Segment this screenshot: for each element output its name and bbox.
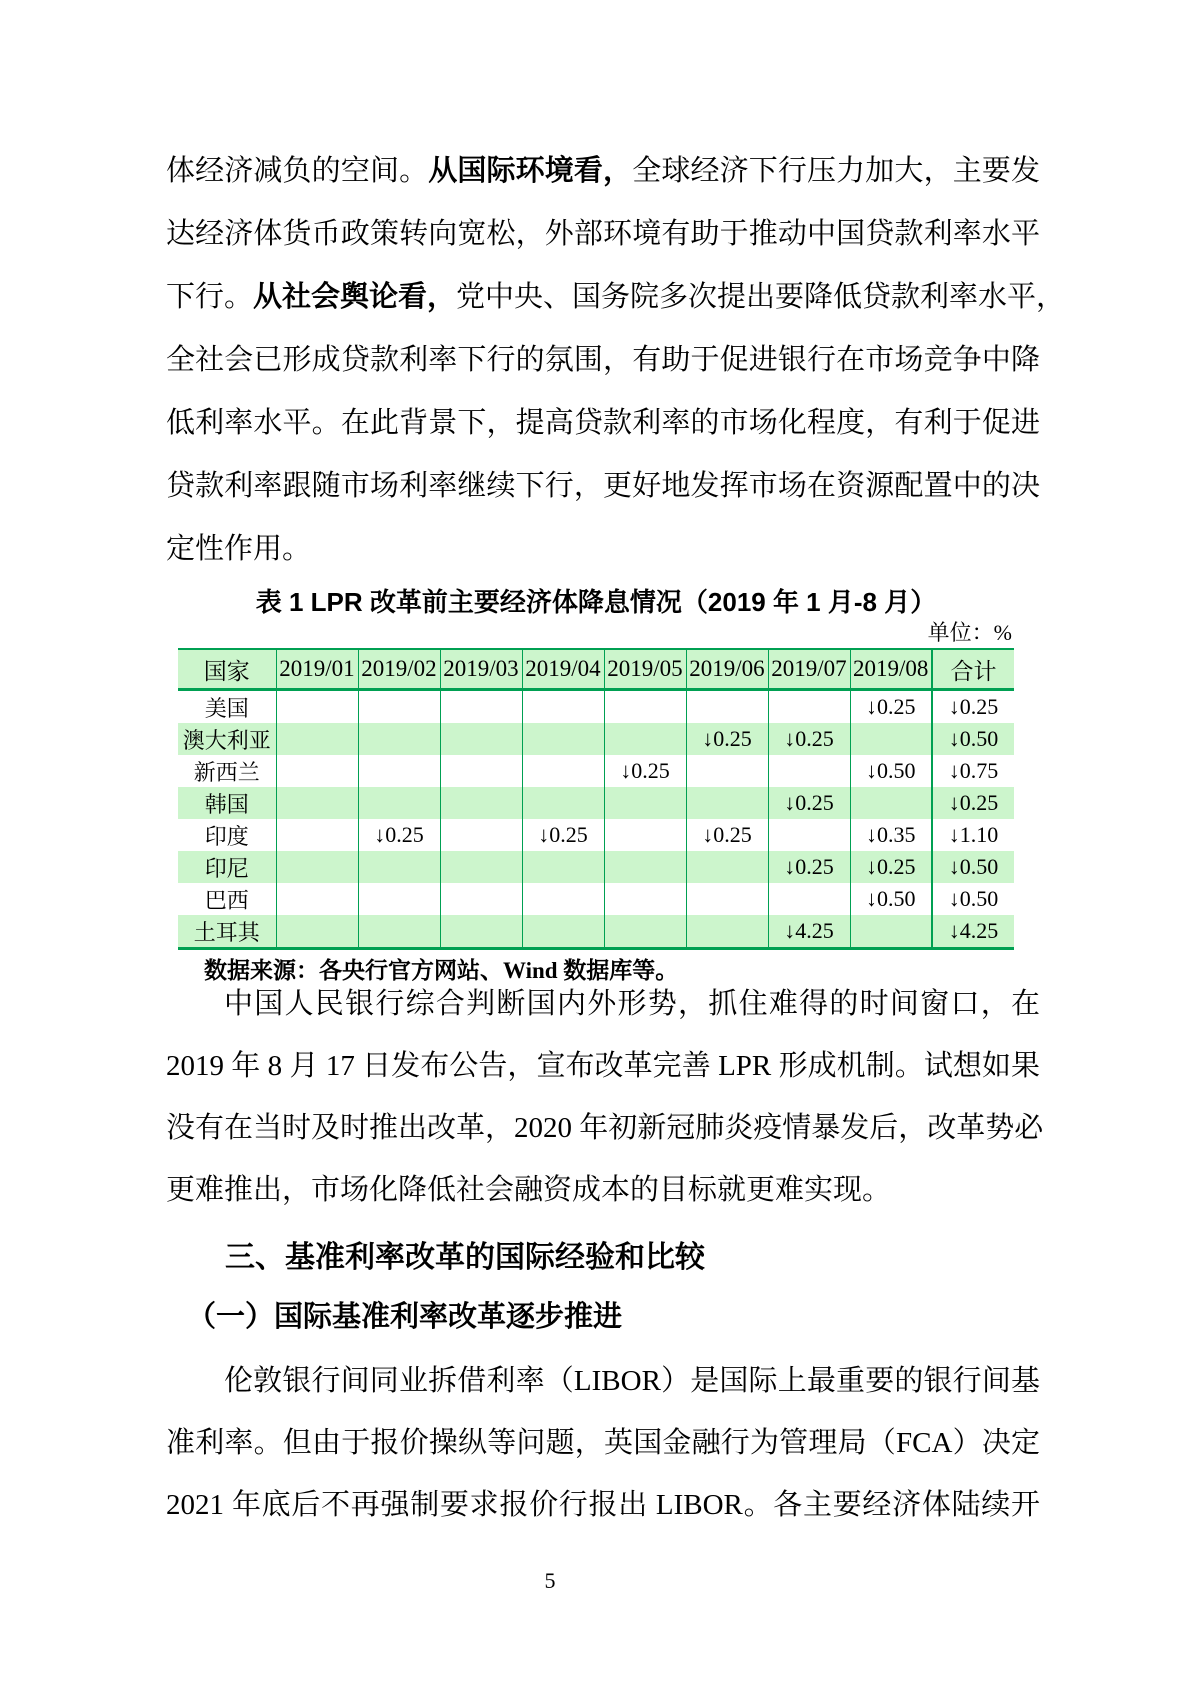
text-run: 伦敦银行间同业拆借利率（LIBOR）是国际上最重要的银行间基 <box>224 1365 1040 1397</box>
text-run: 党中央、国务院多次提出要降低贷款利率水平， <box>456 281 1066 313</box>
total-cell: ↓0.25 <box>932 787 1014 819</box>
rate-cut-cell <box>358 915 440 949</box>
rate-cut-cell <box>358 883 440 915</box>
text-line <box>166 1350 1040 1412</box>
rate-cut-cell <box>686 690 768 724</box>
rate-cut-cell <box>276 787 358 819</box>
rate-cut-cell <box>276 690 358 724</box>
rate-cut-cell <box>604 851 686 883</box>
text-run: 2019 年 8 月 17 日发布公告，宣布改革完善 LPR 形成机制。试想如果 <box>166 1050 1040 1082</box>
table-unit-label: 单位：% <box>927 620 1012 645</box>
text-run: 没有在当时及时推出改革，2020 年初新冠肺炎疫情暴发后，改革势必 <box>166 1112 1044 1144</box>
rate-cut-cell <box>604 690 686 724</box>
rate-cut-cell <box>358 851 440 883</box>
rate-cut-cell <box>686 883 768 915</box>
country-cell: 印度 <box>178 819 276 851</box>
table-row <box>178 851 1014 883</box>
rate-cut-cell <box>440 915 522 949</box>
rate-cut-cell <box>440 787 522 819</box>
rate-cut-cell: ↓0.25 <box>850 851 932 883</box>
total-cell: ↓0.50 <box>932 723 1014 755</box>
total-cell: ↓1.10 <box>932 819 1014 851</box>
rate-cut-cell <box>604 819 686 851</box>
text-line <box>166 1097 1044 1159</box>
rate-cut-cell <box>686 915 768 949</box>
country-cell: 印尼 <box>178 851 276 883</box>
rate-cut-cell: ↓0.25 <box>604 755 686 787</box>
rate-cut-cell <box>850 915 932 949</box>
rate-cut-table <box>178 648 1014 950</box>
table-header-row <box>178 649 1014 690</box>
bold-text-run: 从社会舆论看， <box>253 281 457 313</box>
total-cell: ↓4.25 <box>932 915 1014 949</box>
rate-cut-cell <box>768 819 850 851</box>
subsection-heading: （一）国际基准利率改革逐步推进 <box>187 1301 623 1333</box>
column-header: 2019/06 <box>686 649 768 690</box>
text-line <box>166 266 1066 329</box>
column-header: 2019/03 <box>440 649 522 690</box>
rate-cut-cell: ↓0.50 <box>850 755 932 787</box>
column-header: 合计 <box>932 649 1014 690</box>
text-run: 贷款利率跟随市场利率继续下行，更好地发挥市场在资源配置中的决 <box>166 470 1040 502</box>
column-header: 2019/07 <box>768 649 850 690</box>
rate-cut-cell <box>768 883 850 915</box>
text-line <box>166 518 1040 581</box>
rate-cut-cell: ↓0.25 <box>768 723 850 755</box>
rate-cut-cell <box>276 883 358 915</box>
text-run: 体经济减负的空间。 <box>166 155 429 187</box>
table-source-note: 数据来源：各央行官方网站、Wind 数据库等。 <box>204 958 679 983</box>
rate-cut-cell <box>440 851 522 883</box>
rate-cut-cell <box>604 915 686 949</box>
rate-cut-cell <box>440 690 522 724</box>
rate-cut-cell: ↓0.25 <box>686 723 768 755</box>
rate-cut-cell <box>440 755 522 787</box>
table-row <box>178 787 1014 819</box>
text-line <box>166 392 1040 455</box>
column-header: 2019/04 <box>522 649 604 690</box>
rate-cut-cell <box>768 690 850 724</box>
table-row <box>178 915 1014 949</box>
rate-cut-cell <box>522 690 604 724</box>
rate-cut-cell <box>276 851 358 883</box>
text-run: 更难推出，市场化降低社会融资成本的目标就更难实现。 <box>166 1174 892 1206</box>
table-row <box>178 723 1014 755</box>
rate-cut-cell <box>358 755 440 787</box>
country-cell: 新西兰 <box>178 755 276 787</box>
rate-cut-cell: ↓0.50 <box>850 883 932 915</box>
column-header: 2019/05 <box>604 649 686 690</box>
rate-cut-cell: ↓0.25 <box>768 787 850 819</box>
rate-cut-cell <box>604 787 686 819</box>
rate-cut-cell <box>850 723 932 755</box>
rate-cut-cell <box>522 915 604 949</box>
total-cell: ↓0.75 <box>932 755 1014 787</box>
rate-cut-cell <box>276 755 358 787</box>
rate-cut-cell <box>850 787 932 819</box>
rate-cut-cell <box>440 723 522 755</box>
country-cell: 澳大利亚 <box>178 723 276 755</box>
rate-cut-cell <box>768 755 850 787</box>
rate-cut-cell: ↓0.25 <box>850 690 932 724</box>
table-title: 表 1 LPR 改革前主要经济体降息情况（2019 年 1 月-8 月） <box>255 587 937 617</box>
rate-cut-cell <box>276 915 358 949</box>
country-cell: 美国 <box>178 690 276 724</box>
rate-cut-cell <box>522 787 604 819</box>
column-header: 国家 <box>178 649 276 690</box>
rate-cut-cell <box>522 851 604 883</box>
rate-cut-cell <box>358 723 440 755</box>
text-line <box>166 203 1040 266</box>
text-line <box>166 329 1040 392</box>
rate-cut-cell <box>522 883 604 915</box>
total-cell: ↓0.50 <box>932 883 1014 915</box>
table-row <box>178 690 1014 724</box>
text-run: 定性作用。 <box>166 533 312 565</box>
paragraph-libor <box>166 1350 1040 1536</box>
paragraph-pboc-announcement <box>166 973 1044 1221</box>
bold-text-run: 从国际环境看， <box>428 155 633 187</box>
rate-cut-cell <box>686 755 768 787</box>
rate-cut-cell <box>604 723 686 755</box>
text-run: 全社会已形成贷款利率下行的氛围，有助于促进银行在市场竞争中降 <box>166 344 1040 376</box>
table-row <box>178 755 1014 787</box>
rate-cut-cell: ↓0.25 <box>522 819 604 851</box>
text-run: 下行。 <box>166 281 254 313</box>
rate-cut-cell <box>604 883 686 915</box>
rate-cut-cell <box>358 787 440 819</box>
total-cell: ↓0.25 <box>932 690 1014 724</box>
country-cell: 巴西 <box>178 883 276 915</box>
rate-cut-cell <box>440 819 522 851</box>
text-run: 2021 年底后不再强制要求报价行报出 LIBOR。各主要经济体陆续开 <box>166 1489 1040 1521</box>
total-cell: ↓0.50 <box>932 851 1014 883</box>
rate-cut-cell: ↓0.25 <box>358 819 440 851</box>
text-run: 低利率水平。在此背景下，提高贷款利率的市场化程度，有利于促进 <box>166 407 1040 439</box>
text-line <box>166 1412 1040 1474</box>
rate-cut-cell <box>276 819 358 851</box>
country-cell: 韩国 <box>178 787 276 819</box>
page-number: 5 <box>544 1568 556 1593</box>
text-line <box>166 1159 1040 1221</box>
column-header: 2019/01 <box>276 649 358 690</box>
rate-cut-cell <box>358 690 440 724</box>
paragraph-domestic-intl-context <box>166 140 1066 581</box>
country-cell: 土耳其 <box>178 915 276 949</box>
rate-cut-cell <box>686 787 768 819</box>
text-run: 全球经济下行压力加大，主要发 <box>632 155 1040 187</box>
text-run: 准利率。但由于报价操纵等问题，英国金融行为管理局（FCA）决定 <box>166 1427 1040 1459</box>
table-row <box>178 819 1014 851</box>
column-header: 2019/02 <box>358 649 440 690</box>
text-line <box>166 455 1040 518</box>
rate-cut-cell <box>522 755 604 787</box>
text-line <box>166 973 1040 1035</box>
section-heading: 三、基准利率改革的国际经验和比较 <box>225 1241 705 1274</box>
table-row <box>178 883 1014 915</box>
text-line <box>166 1474 1040 1536</box>
text-line <box>166 1035 1040 1097</box>
rate-cut-cell: ↓0.25 <box>768 851 850 883</box>
rate-cut-cell: ↓0.25 <box>686 819 768 851</box>
table-block <box>178 584 1014 986</box>
text-run: 达经济体货币政策转向宽松，外部环境有助于推动中国贷款利率水平 <box>166 218 1040 250</box>
column-header: 2019/08 <box>850 649 932 690</box>
rate-cut-cell <box>686 851 768 883</box>
text-line <box>166 140 1040 203</box>
rate-cut-cell: ↓0.35 <box>850 819 932 851</box>
rate-cut-cell: ↓4.25 <box>768 915 850 949</box>
rate-cut-cell <box>440 883 522 915</box>
rate-cut-cell <box>276 723 358 755</box>
text-run: 中国人民银行综合判断国内外形势，抓住难得的时间窗口，在 <box>224 988 1040 1020</box>
rate-cut-cell <box>522 723 604 755</box>
